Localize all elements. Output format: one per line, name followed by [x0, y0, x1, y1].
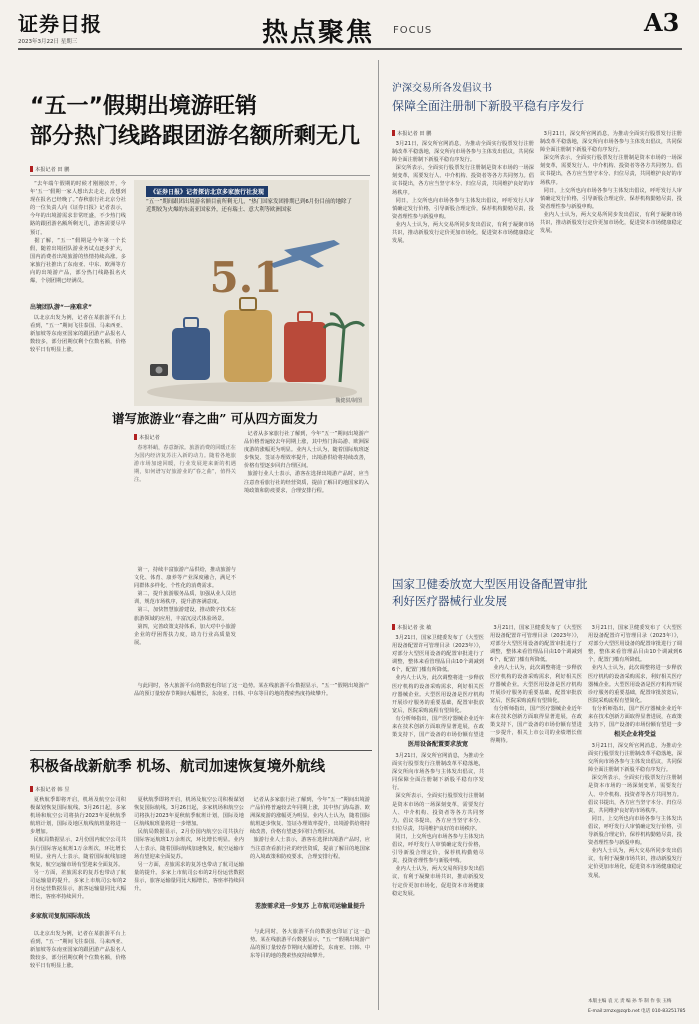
- article3-byline: 本报记者 韩 昱: [30, 786, 69, 793]
- section-title-en: FOCUS: [393, 25, 433, 36]
- article3-top-rule: [30, 750, 372, 751]
- article2-byline: 本报记者: [134, 434, 160, 441]
- article1-byline-rule: [30, 175, 370, 176]
- article5-body-col1: 3月21日，国家卫健委发布了《大型医用设备配置许可管理目录（2023年）》，对部分大型医用设备的配置审批进行了调整，整体来看管理品目由10个调减到6个，配置门槛有所降低。 业内人士认为，此次调整将进一步释放医疗机构的设备采购需求，利好相关医疗器械企业。大型医用设备是医疗机构开展诊疗服务的重要基础，配置审批放宽后，医院采购流程有望简化。 有分析师指出，国产医疗器械企业近年来在技术创新方面取得显著进展，在政策支持下，国产设备的市场份额有望进: [392, 635, 484, 738]
- section-title: 热点聚焦: [262, 18, 375, 48]
- article3-body-mid: 夏秋航季即将开启，机场及航空公司积极谋划恢复国际航线。3月26日起，多家机场和航空公司将执行2023年夏秋航季航班计划，国际及地区航线航班量将进一步增加。 民航局数据显示，2月份国内航空公司共执行国际客运航班1万余班次，环比增长明显。业内人士表示，随着国际航线加速恢复，航空运输市场有望迎来全面复苏。 另一方面，差旅需求的复苏也带动了航司运输量的提升。多家上市航司公布的2月份运营数据显示，旅客运输量同比大幅增长，客座率持续回升。: [134, 797, 244, 893]
- article4-headline: 保障全面注册制下新股平稳有序发行: [392, 99, 585, 113]
- article1-body-b: 以北京出发为例，记者在某旅游平台上看到，“五一”期间飞往泰国、马来西亚、新加坡等东南亚国家的跟团游产品报名人数较多，部分团期仅剩个位数名额，价格较平日有明显上涨。: [30, 315, 126, 354]
- suitcase-right-icon: [284, 322, 326, 382]
- header-rule: [18, 48, 682, 50]
- article3-body-cont: 以北京出发为例，记者在某旅游平台上看到，“五一”期间飞往泰国、马来西亚、新加坡等东南亚国家的跟团游产品报名人数较多，部分团期仅剩个位数名额，价格较平日有明显上涨。: [30, 931, 126, 970]
- infographic-summary: “五一”期间跟团出境游名额目前所剩无几，“热门国家发团排期已到6月份目前的地除了近期较为火爆的东南亚国家外，还有瑞士、意大利等欧洲国家: [146, 199, 352, 213]
- travel-infographic: [134, 180, 369, 406]
- article5-headline-line1: 国家卫健委放宽大型医用设备配置审批: [392, 577, 588, 591]
- article2-body: 第一，持续丰富旅游产品供给，推动旅游与文化、体育、康养等产业深度融合，满足不同群体多样化、个性化的消费需求。 第二，提升旅游服务品质，加强从业人员培训，规范市场秩序，提升游客满意度。 第三，加快智慧旅游建设，推动数字技术在旅游领域的应用，丰富沉浸式体验场景。 第四，完善政策支持体系，加大对中小旅游企业的纾困帮扶力度，助力行业高质量发展。: [134, 567, 236, 646]
- masthead: [0, 0, 699, 60]
- article1-headline-line1: “五一”假期出境游旺销: [30, 94, 257, 119]
- article3-body-right2: 与此同时，各大旅游平台的数据也印证了这一趋势。某在线旅游平台数据显示，“五一”假期出境游产品的预订量较春节期间大幅增长，东南亚、日韩、中东等目的地的搜索热度持续攀升。: [250, 929, 370, 960]
- article5-subhead1: 医用设备配置要求放宽: [407, 741, 468, 748]
- article3-body: 夏秋航季即将开启，机场及航空公司积极谋划恢复国际航线。3月26日起，多家机场和航空公司将执行2023年夏秋航季航班计划，国际及地区航线航班量将进一步增加。 民航局数据显示，2月份国内航空公司共执行国际客运航班1万余班次，环比增长明显。业内人士表示，随着国际航线加速恢复，航空运输市场有望迎来全面复苏。 另一方面，差旅需求的复苏也带动了航司运输量的提升。多家上市航司公布的2月份运营数据显示，旅客运输量同比大幅增长，客座率持续回升。: [30, 797, 126, 901]
- article1-subhead: 出境团队游“一座难求”: [30, 303, 126, 312]
- date-line: 2023年3月22日 星期三: [18, 39, 78, 45]
- article5-byline: 本报记者 张 敏: [392, 624, 431, 631]
- camera-lens-icon: [156, 367, 163, 374]
- article4-byline: 本报记者 田 鹏: [392, 130, 431, 137]
- footer-contact: E-mail:zmzx@zqrb.net 电话 010-83251785: [588, 1009, 686, 1014]
- byline-marker-icon: [392, 130, 395, 136]
- byline-marker-icon: [392, 624, 395, 630]
- article1-body-d: 与此同时，各大旅游平台的数据也印证了这一趋势。某在线旅游平台数据显示，“五一”假期出境游产品的预订量较春节期间大幅增长，东南亚、日韩、中东等目的地的搜索热度持续攀升。: [134, 683, 369, 698]
- article1-byline: 本报记者 田 鹏: [30, 166, 69, 173]
- article3-body-right: 记者从多家旅行社了解到，今年“五一”期间出境游产品价格普遍较去年同期上涨，其中热门海岛游、欧洲深度游的涨幅更为明显。业内人士认为，随着国际航班逐步恢复、签证办理效率提升，出境游供给将持续改善，价格有望逐步回归合理区间。 旅游行业人士表示，游客在选择出境游产品时，应当注意查看旅行社的经营资质，提前了解目的地国家的入境政策和防疫要求，合理安排行程。: [250, 797, 370, 860]
- article1-headline: [30, 92, 360, 152]
- suitcase-center-icon: [224, 310, 272, 382]
- ground-shadow: [147, 382, 357, 402]
- article5-body-col2: 3月21日，国家卫健委发布了《大型医用设备配置许可管理目录（2023年）》，对部分大型医用设备的配置审批进行了调整，整体来看管理品目由10个调减到6个，配置门槛有所降低。 业内人士认为，此次调整将进一步释放医疗机构的设备采购需求，利好相关医疗器械企业。大型医用设备是医疗机构开展诊疗服务的重要基础，配置审批放宽后，医院采购流程有望简化。 有分析师指出，国产医疗器械企业近年来在技术创新方面取得显著进展，在政策支持下，国产设备的市场份额有望进一步提升，相关上市公司的业绩增长值得期待。: [490, 625, 582, 745]
- illustration-credit: 魏健骐/制图: [335, 398, 362, 404]
- byline-marker-icon: [134, 434, 137, 440]
- article5-body-col1b: 3月21日，深交所官网消息，为推动全面实行股票发行注册制改革平稳落地，深交所向市场各参与主体发出倡议，共同保障全面注册制下新股平稳有序发行。 深交所表示，全面实行股票发行注册制是资本市场的一场深刻变革，需要发行人、中介机构、投资者等各方共同努力。倡议书提出，各方应当坚守本分、归位尽责，共同维护良好的市场秩序。 同日，上交所也向市场各参与主体发出倡议，呼吁发行人审慎确定发行价格，引导新股合理定价，保荐机构勤勉尽责，投资者理性参与新股申购。 业内人士认为，两大交易所同步发出倡议，有利于凝聚市场共识，推动新股发行定价更加市场化，促进资本市场健康稳定发展。: [392, 753, 484, 897]
- suitcase-left-icon: [172, 328, 210, 380]
- article4-kicker: 沪深交易所各发倡议书: [392, 83, 492, 94]
- article4-body-col2: 3月21日，深交所官网消息，为推动全面实行股票发行注册制改革平稳落地，深交所向市场各参与主体发出倡议，共同保障全面注册制下新股平稳有序发行。 深交所表示，全面实行股票发行注册制是资本市场的一场深刻变革，需要发行人、中介机构、投资者等各方共同努力。倡议书提出，各方应当坚守本分、归位尽责，共同维护良好的市场秩序。 同日，上交所也向市场各参与主体发出倡议，呼吁发行人审慎确定发行价格，引导新股合理定价，保荐机构勤勉尽责，投资者理性参与新股申购。 业内人士认为，两大交易所同步发出倡议，有利于凝聚市场共识，推动新股发行定价更加市场化，促进资本市场健康稳定发展。: [540, 131, 682, 235]
- holiday-number: 5.1: [209, 253, 283, 302]
- article2-intro: 春寒料峭，春意渐浓。旅游消费的回暖正在为国内经济复苏注入新的动力。随着各地旅游市场加速回暖，行业发展迎来新的机遇期，如何谱写好旅游业的“春之曲”，值得关注。: [134, 445, 236, 484]
- article1-body-a: “去年端午假期的时候才刚刚放开，今年‘五一’假期一家人想出去走走，没想到现在报名已经晚了。”春秋旅行社北京分社的一位负责人向《证券日报》记者表示，今年的出境游需求非常旺盛，不少热门线路的跟团游名额所剩无几，游客需要尽早预订。 据了解，“五一”假期是今年第一个长假，随着出境团队游业务试点逐步扩大，国内消费者出境旅游的热情持续高涨。多家旅行社推出了东南亚、中东、欧洲等方向的出境游产品，部分热门线路报名火爆，个别团期已经满员。: [30, 181, 126, 285]
- article3-headline: 积极备战新航季 机场、航司加速恢复境外航线: [30, 759, 326, 775]
- byline-marker-icon: [30, 786, 33, 792]
- article5-body-col3b: 3月21日，深交所官网消息，为推动全面实行股票发行注册制改革平稳落地，深交所向市场各参与主体发出倡议，共同保障全面注册制下新股平稳有序发行。 深交所表示，全面实行股票发行注册制是资本市场的一场深刻变革，需要发行人、中介机构、投资者等各方共同努力。倡议书提出，各方应当坚守本分、归位尽责，共同维护良好的市场秩序。 同日，上交所也向市场各参与主体发出倡议，呼吁发行人审慎确定发行价格，引导新股合理定价，保荐机构勤勉尽责，投资者理性参与新股申购。 业内人士认为，两大交易所同步发出倡议，有利于凝聚市场共识，推动新股发行定价更加市场化，促进资本市场健康稳定发展。: [588, 743, 682, 879]
- travel-illustration: [134, 232, 369, 406]
- article5-headline-line2: 利好医疗器械行业发展: [392, 594, 507, 608]
- article5-body-col3: 3月21日，国家卫健委发布了《大型医用设备配置许可管理目录（2023年）》，对部分大型医用设备的配置审批进行了调整，整体来看管理品目由10个调减到6个，配置门槛有所降低。 业内人士认为，此次调整将进一步释放医疗机构的设备采购需求，利好相关医疗器械企业。大型医用设备是医疗机构开展诊疗服务的重要基础，配置审批放宽后，医院采购流程有望简化。 有分析师指出，国产医疗器械企业近年来在技术创新方面取得显著进展，在政策支持下，国产设备的市场份额有望进一步: [588, 625, 682, 728]
- article3-subhead2: 差旅需求进一步复苏 上市航司运输量提升: [254, 903, 366, 910]
- infographic-tag: 《证券日报》记者探访北京多家旅行社发现: [146, 186, 268, 197]
- page-number: A3: [644, 8, 680, 37]
- editor-line: 本版主编 袁 元 责 编 孙 华 制 作 张 玉梅: [588, 999, 672, 1004]
- byline-marker-icon: [30, 166, 33, 172]
- article3-subhead1: 多家航司复航国际航线: [30, 913, 91, 920]
- newspaper-logo: 证券日报: [18, 12, 102, 36]
- column-divider: [378, 60, 379, 1010]
- article2-headline: 谱写旅游业“春之曲” 可从四方面发力: [112, 411, 319, 426]
- article5-headline: [392, 576, 682, 610]
- article4-body-col1: 3月21日，深交所官网消息，为推动全面实行股票发行注册制改革平稳落地，深交所向市场各参与主体发出倡议，共同保障全面注册制下新股平稳有序发行。 深交所表示，全面实行股票发行注册制是资本市场的一场深刻变革，需要发行人、中介机构、投资者等各方共同努力。倡议书提出，各方应当坚守本分、归位尽责，共同维护良好的市场秩序。 同日，上交所也向市场各参与主体发出倡议，呼吁发行人审慎确定发行价格，引导新股合理定价，保荐机构勤勉尽责，投资者理性参与新股申购。 业内人士认为，两大交易所同步发出倡议，有利于凝聚市场共识，推动新股发行定价更加市场化，促进资本市场健康稳定发展。: [392, 141, 534, 245]
- article5-subhead2: 相关企业将受益: [613, 731, 656, 738]
- article1-headline-line2: 部分热门线路跟团游名额所剩无几: [30, 124, 361, 149]
- article1-body-c: 记者从多家旅行社了解到，今年“五一”期间出境游产品价格普遍较去年同期上涨，其中热门海岛游、欧洲深度游的涨幅更为明显。业内人士认为，随着国际航班逐步恢复、签证办理效率提升，出境游供给将持续改善，价格有望逐步回归合理区间。 旅游行业人士表示，游客在选择出境游产品时，应当注意查看旅行社的经营资质，提前了解目的地国家的入境政策和防疫要求，合理安排行程。: [244, 431, 369, 494]
